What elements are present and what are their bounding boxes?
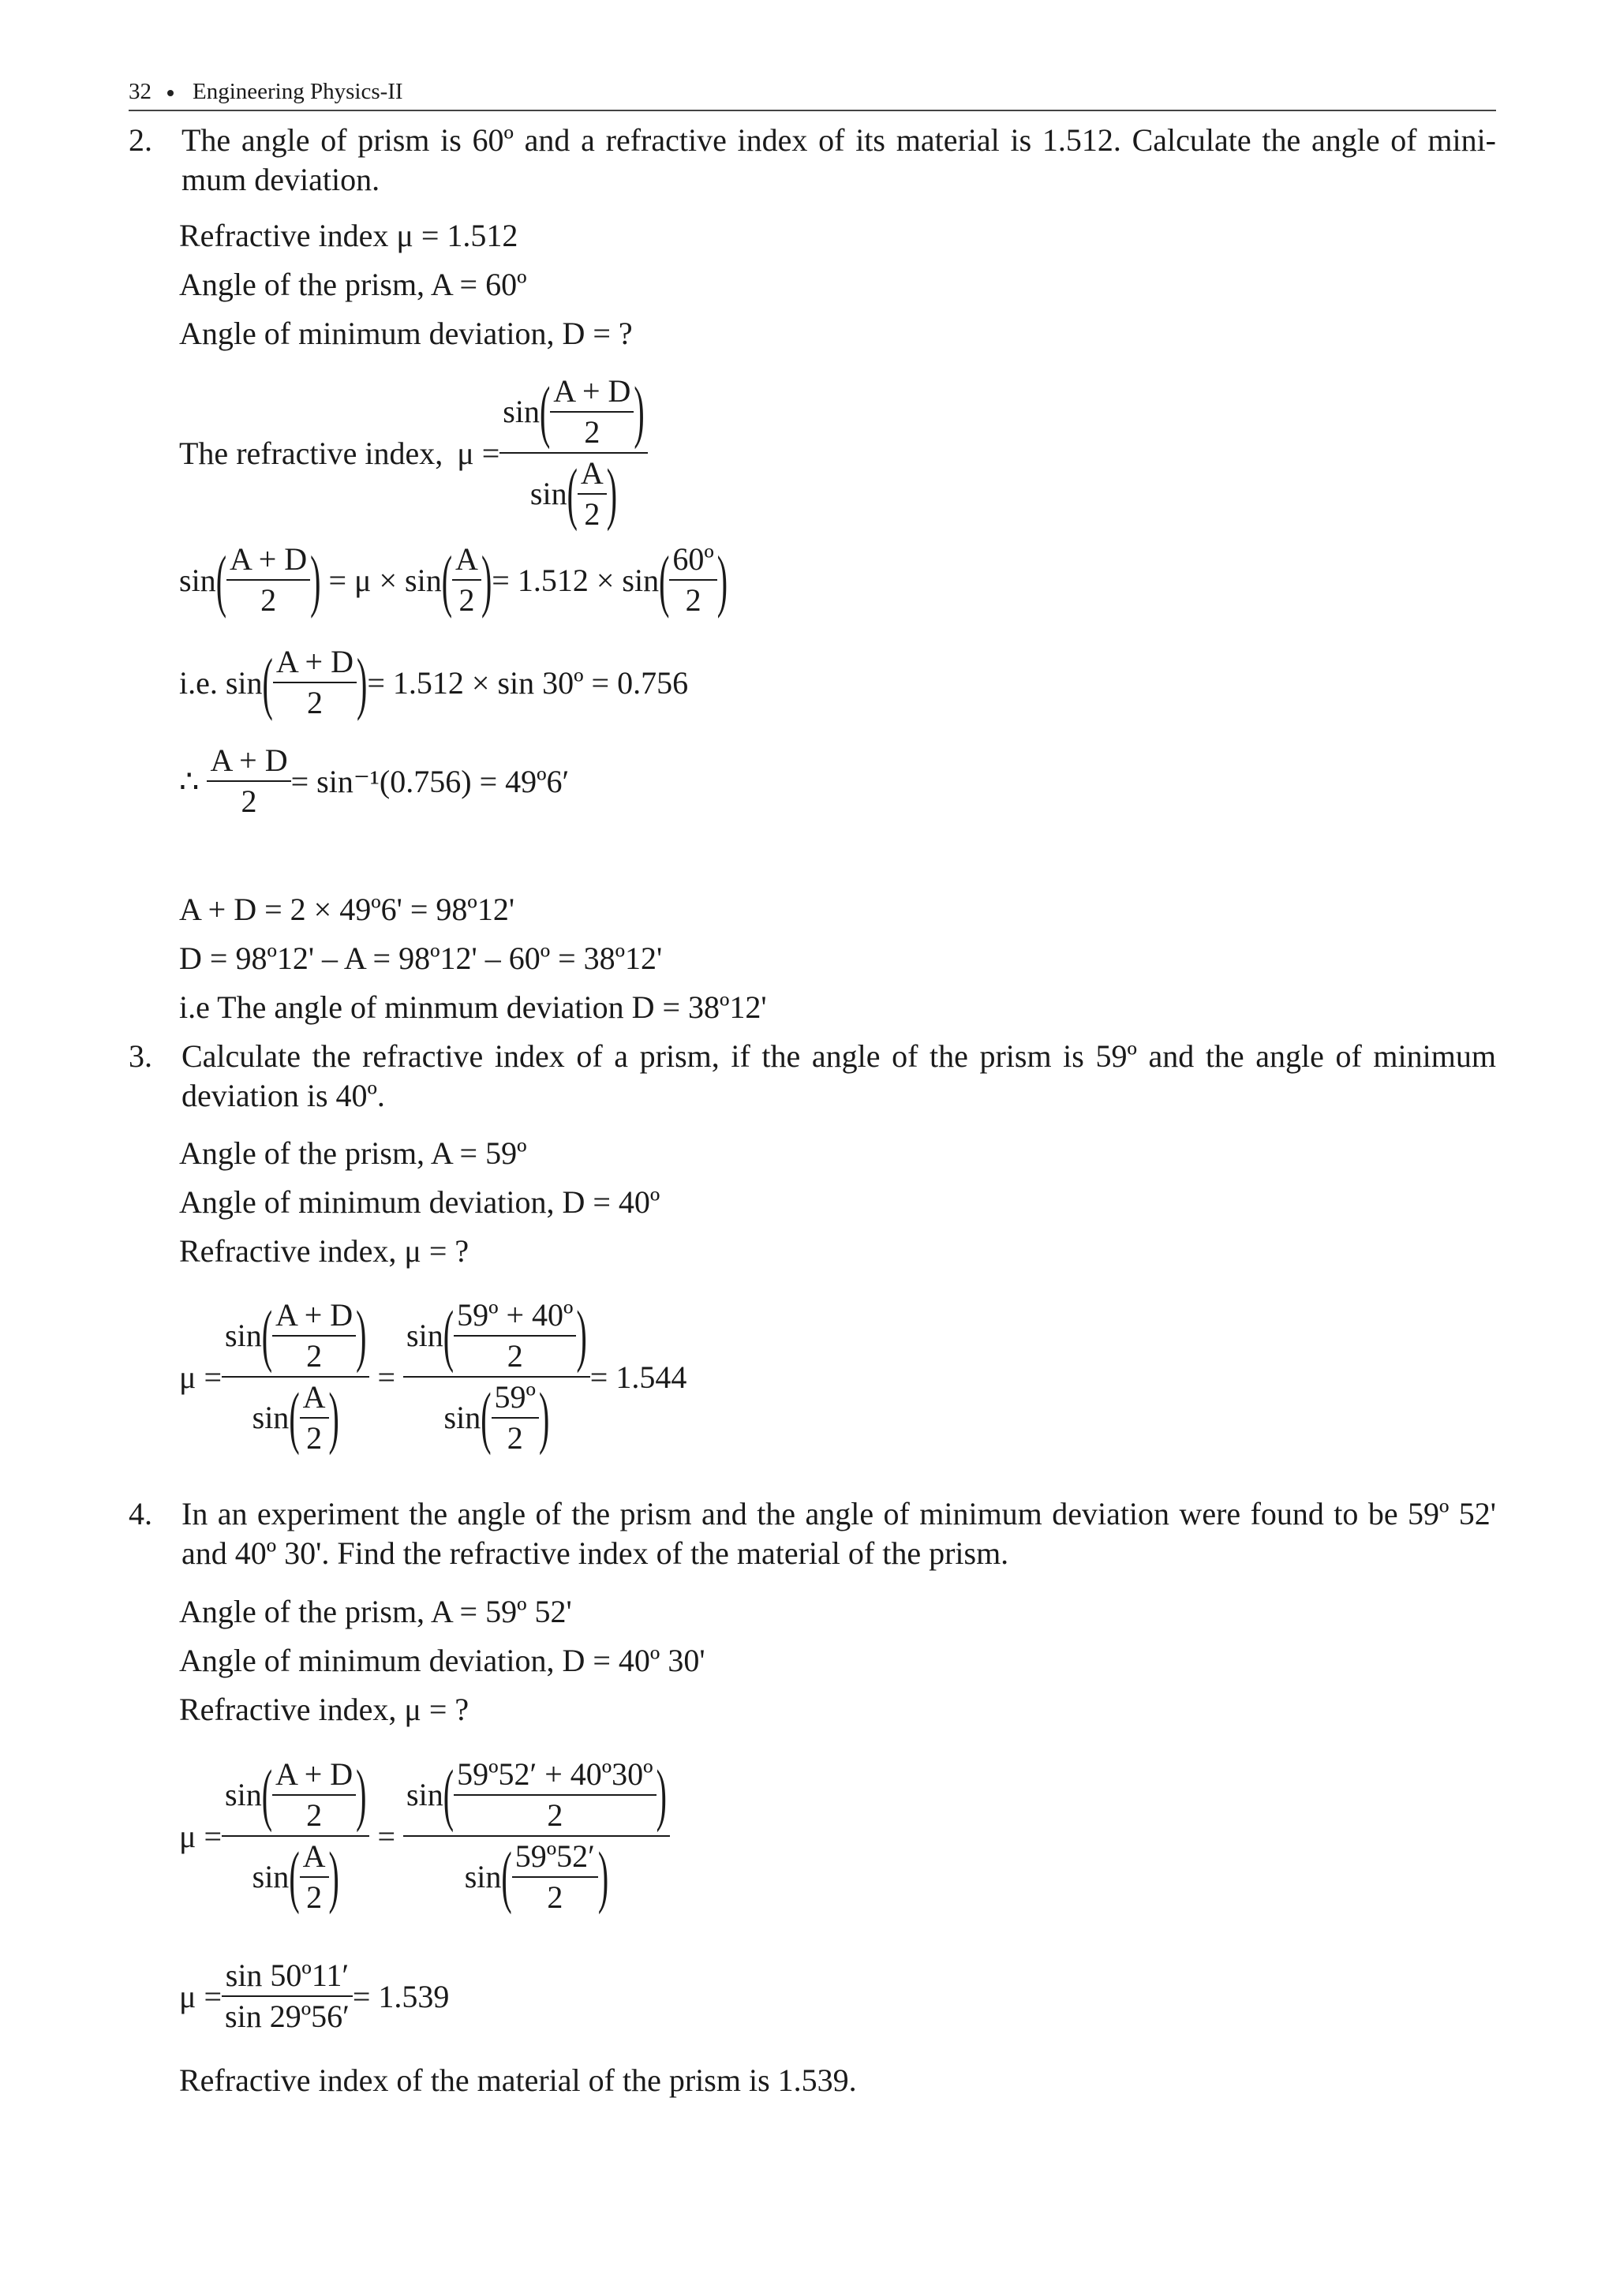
problem-3-statement: Calculate the refractive index of a prism, if the angle of the prism is 59º and the angle of minimum deviation is 40º. xyxy=(181,1038,1496,1113)
num-a-plus-d: A + D xyxy=(275,1297,354,1333)
mu-label: μ = xyxy=(179,1359,223,1395)
page-header xyxy=(129,79,403,105)
problem-4-conclusion: Refractive index of the material of the prism is 1.539. xyxy=(179,2062,857,2098)
problem-3-equation: μ = sin ( $\frac{A + D}{2}$ ) sin ( $\frac{A}{2}$ ) = sin ( $\frac{\text{59º + 40º}}{2}$ ) sin ( $\frac{\text{59º}}{2}$ ) = 1.544 xyxy=(179,1296,687,1457)
den-2: 2 xyxy=(306,1879,323,1915)
problem-4-given-D: Angle of minimum deviation, D = 40º 30' xyxy=(179,1643,705,1678)
den-2: 2 xyxy=(458,582,475,618)
num-59-52: 59º52′ xyxy=(514,1838,595,1874)
num-a-plus-d: A + D xyxy=(275,1756,354,1792)
num-59-52-plus-40-30: 59º52′ + 40º30º xyxy=(457,1756,653,1792)
sin-label: sin xyxy=(443,1400,481,1435)
num-60: 60º xyxy=(672,541,714,577)
problem-3-given-mu: Refractive index, μ = ? xyxy=(179,1233,469,1269)
den-2: 2 xyxy=(507,1338,523,1374)
num-a-plus-d: A + D xyxy=(553,373,631,409)
sin-label: sin xyxy=(406,1318,443,1353)
num-59-plus-40: 59º + 40º xyxy=(457,1297,574,1333)
book-title: Engineering Physics-II xyxy=(193,79,403,104)
num-a: A xyxy=(302,1838,326,1874)
formula-fraction: sin ( $\frac{A + D}{2}$ ) sin ( $\frac{A}{2}$ ) xyxy=(499,374,647,532)
ie-sin-label: i.e. sin xyxy=(179,664,263,701)
problem-2-result-3: i.e The angle of minmum deviation D = 38º12' xyxy=(179,989,767,1025)
den-2: 2 xyxy=(584,414,600,450)
problem-4-number: 4. xyxy=(129,1496,152,1531)
sin-label: sin xyxy=(529,476,567,511)
num-a-plus-d: A + D xyxy=(210,742,288,778)
problem-2-given-D: Angle of minimum deviation, D = ? xyxy=(179,316,633,351)
therefore-symbol: ∴ xyxy=(179,763,200,799)
sin-label: sin xyxy=(406,1777,443,1812)
eq1-middle: = μ × sin xyxy=(328,562,442,598)
problem-3-given-D: Angle of minimum deviation, D = 40º xyxy=(179,1184,660,1220)
equation-step-2: i.e. sin ( $\frac{A + D}{2}$ ) = 1.512 × sin 30º = 0.756 xyxy=(179,643,689,722)
header-rule xyxy=(129,110,1496,111)
problem-4-statement: In an experiment the angle of the prism and the angle of minimum deviation were found to be 59º 52' and 40º 30'. Find the refractive index of the material of the prism. xyxy=(181,1496,1496,1571)
general-fraction: sin ( $\frac{A + D}{2}$ ) sin ( $\frac{A}{2}$ ) xyxy=(222,1298,369,1456)
sin-label: sin xyxy=(179,562,216,598)
problem-2-given-mu: Refractive index μ = 1.512 xyxy=(179,218,518,253)
bullet-icon xyxy=(167,90,174,96)
den-sin-29-56: sin 29º56′ xyxy=(225,1999,350,2034)
numeric-fraction: sin ( $\frac{\text{59º52′ + 40º30º}}{2}$ ) sin ( $\frac{\text{59º52′}}{2}$ ) xyxy=(403,1757,670,1915)
sin-label: sin xyxy=(464,1859,502,1894)
den-2: 2 xyxy=(547,1879,563,1915)
den-2: 2 xyxy=(584,496,600,532)
page-number: 32 xyxy=(129,79,152,104)
formula-mu: μ = xyxy=(457,435,500,471)
num-a: A xyxy=(455,541,478,577)
problem-2-statement: The angle of prism is 60º and a refractive index of its material is 1.512. Calculate the angle of mini-mum deviation. xyxy=(181,122,1496,197)
den-2: 2 xyxy=(260,582,277,618)
den-2: 2 xyxy=(306,1797,323,1833)
problem-4-given-A: Angle of the prism, A = 59º 52' xyxy=(179,1594,572,1629)
num-a-plus-d: A + D xyxy=(275,644,354,679)
den-2: 2 xyxy=(306,685,323,720)
mu-label: μ = xyxy=(179,1978,223,2014)
num-a-plus-d: A + D xyxy=(230,541,308,577)
formula-label: The refractive index, xyxy=(179,435,443,471)
sin-label: sin xyxy=(252,1859,290,1894)
sin-label: sin xyxy=(225,1318,262,1353)
eq3-right: = sin⁻¹(0.756) = 49º6′ xyxy=(290,763,570,799)
problem-2-number: 2. xyxy=(129,122,152,158)
den-2: 2 xyxy=(685,582,701,618)
problem-4-equation: μ = sin ( $\frac{A + D}{2}$ ) sin ( $\frac{A}{2}$ ) = sin ( $\frac{\text{59º52′ + 40º30º}}{2}$ ) sin ( $\frac{\text{59º52′}}{2}$ ) xyxy=(179,1737,670,1935)
num-a: A xyxy=(302,1379,326,1415)
problem-3-given-A: Angle of the prism, A = 59º xyxy=(179,1135,527,1171)
general-fraction: sin ( $\frac{A + D}{2}$ ) sin ( $\frac{A}{2}$ ) xyxy=(222,1757,369,1915)
sin-label: sin xyxy=(252,1400,290,1435)
num-59: 59º xyxy=(494,1379,536,1415)
problem-4-evaluation xyxy=(179,1949,449,2044)
problem-4-result: = 1.539 xyxy=(352,1978,450,2014)
refractive-index-formula xyxy=(179,366,648,540)
problem-2-result-1: A + D = 2 × 49º6' = 98º12' xyxy=(179,892,515,927)
equation-step-3 xyxy=(179,738,569,825)
den-2: 2 xyxy=(547,1797,563,1833)
num-a: A xyxy=(580,455,604,491)
problem-3-number: 3. xyxy=(129,1038,152,1074)
numeric-fraction: sin ( $\frac{\text{59º + 40º}}{2}$ ) sin ( $\frac{\text{59º}}{2}$ ) xyxy=(403,1298,590,1456)
num-sin-50-11: sin 50º11′ xyxy=(225,1958,350,1993)
problem-4-given-mu: Refractive index, μ = ? xyxy=(179,1692,469,1727)
den-2: 2 xyxy=(507,1420,523,1456)
problem-3-result: = 1.544 xyxy=(589,1359,687,1395)
sin-label: sin xyxy=(225,1777,262,1812)
problem-2-given-A: Angle of the prism, A = 60º xyxy=(179,267,527,302)
equation-step-1: sin ( $\frac{A + D}{2}$ ) = μ × sin ( $\frac{A}{2}$ ) = 1.512 × sin ( $\frac{\text{60º}}{2}$ ) xyxy=(179,540,728,619)
eq1-right: = 1.512 × sin xyxy=(492,562,660,598)
problem-2-result-2: D = 98º12' – A = 98º12' – 60º = 38º12' xyxy=(179,940,663,976)
sin-label: sin xyxy=(503,394,540,429)
den-2: 2 xyxy=(306,1420,323,1456)
den-2: 2 xyxy=(306,1338,323,1374)
mu-label: μ = xyxy=(179,1818,223,1854)
den-2: 2 xyxy=(241,783,257,819)
eq2-right: = 1.512 × sin 30º = 0.756 xyxy=(367,664,689,701)
